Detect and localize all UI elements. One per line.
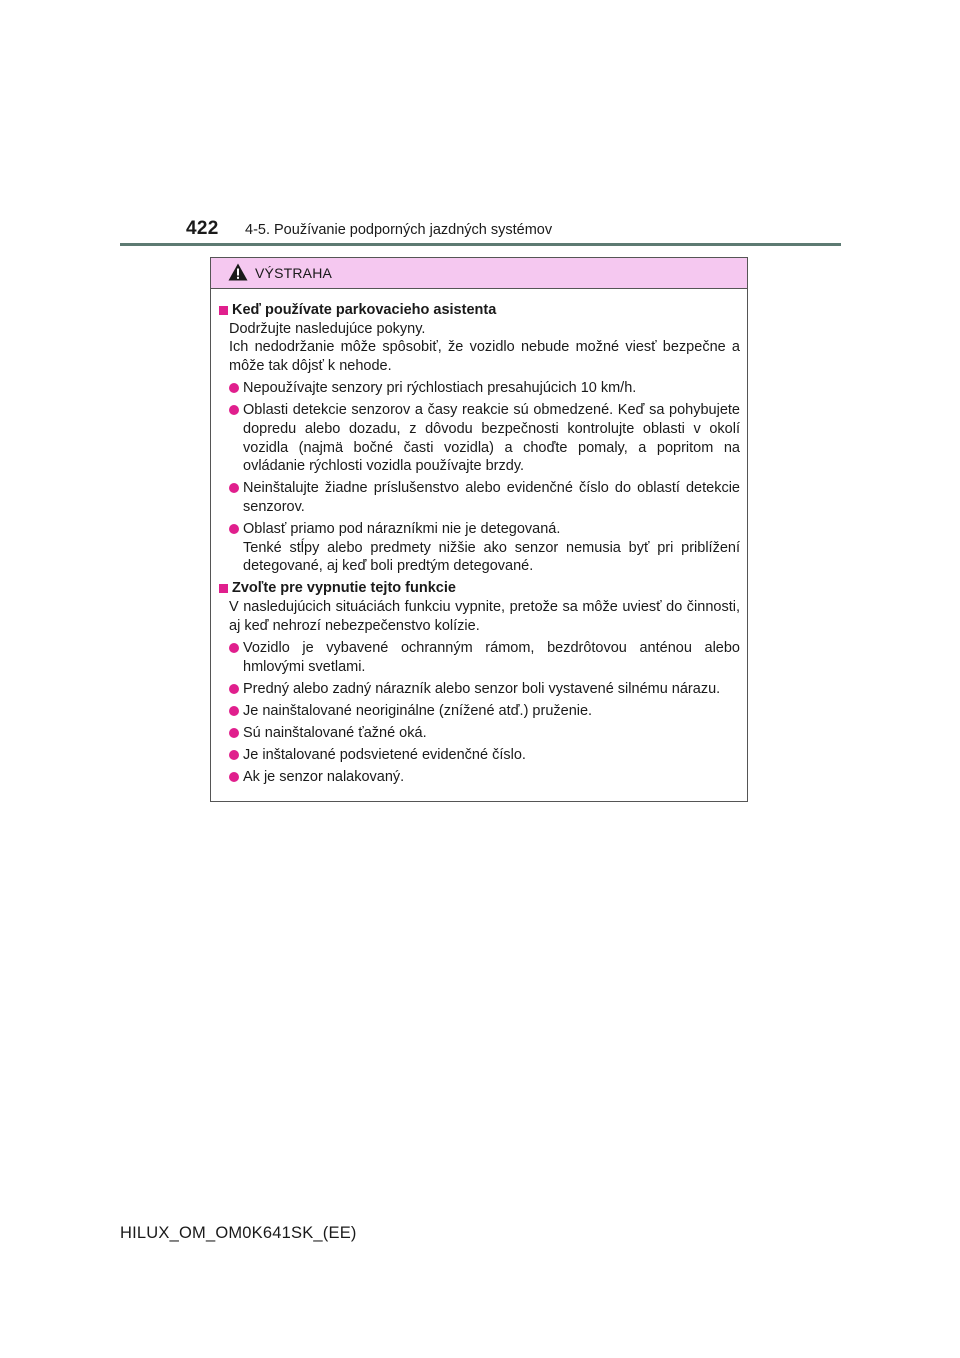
paragraph-line: Ich nedodržanie môže spôsobiť, že vozidlo nebude možné viesť bezpečne a môže tak dôjsť k nehode. bbox=[229, 339, 740, 374]
section-heading-text: Zvoľte pre vypnutie tejto funkcie bbox=[232, 580, 456, 597]
bullet-list bbox=[219, 379, 740, 575]
list-item-text: Ak je senzor nalakovaný. bbox=[243, 769, 405, 786]
list-item bbox=[219, 724, 740, 743]
list-item bbox=[219, 639, 740, 676]
list-item-text: Nepoužívajte senzory pri rýchlostiach presahujúcich 10 km/h. bbox=[243, 380, 637, 397]
warning-body bbox=[211, 289, 747, 787]
list-item-text: Vozidlo je vybavené ochranným rámom, bezdrôtovou anténou alebo hmlovými svetlami. bbox=[243, 640, 740, 675]
section-heading bbox=[219, 301, 740, 320]
warning-triangle-icon bbox=[228, 263, 248, 281]
round-bullet-icon bbox=[229, 643, 239, 653]
square-bullet-icon bbox=[219, 306, 228, 315]
list-item-text: Tenké stĺpy alebo predmety nižšie ako senzor nemusia byť pri priblížení detegované, aj keď boli predtým detegované. bbox=[243, 539, 740, 575]
paragraph-line: V nasledujúcich situáciách funkciu vypnite, pretože sa môže uviesť do činnosti, aj keď nehrozí nebezpečenstvo kolízie. bbox=[229, 598, 740, 634]
footer-doc-code: HILUX_OM_OM0K641SK_(EE) bbox=[120, 1224, 357, 1242]
list-item bbox=[219, 520, 740, 576]
list-item-text: Oblasť priamo pod nárazníkmi nie je detegovaná. bbox=[243, 521, 561, 538]
round-bullet-icon bbox=[229, 383, 239, 393]
square-bullet-icon bbox=[219, 584, 228, 593]
round-bullet-icon bbox=[229, 405, 239, 415]
list-item bbox=[219, 401, 740, 475]
bullet-list bbox=[219, 639, 740, 787]
round-bullet-icon bbox=[229, 684, 239, 694]
round-bullet-icon bbox=[229, 483, 239, 493]
list-item bbox=[219, 379, 740, 398]
section-heading bbox=[219, 579, 740, 598]
list-item-text: Predný alebo zadný nárazník alebo senzor boli vystavené silnému nárazu. bbox=[243, 680, 721, 697]
section-title: 4-5. Používanie podporných jazdných systémov bbox=[245, 222, 553, 238]
warning-title: VÝSTRAHA bbox=[255, 265, 333, 281]
list-item-text: Je nainštalované neoriginálne (znížené atď.) pruženie. bbox=[243, 702, 593, 719]
round-bullet-icon bbox=[229, 772, 239, 782]
list-item bbox=[219, 746, 740, 765]
list-item-text: Je inštalované podsvietené evidenčné číslo. bbox=[243, 747, 526, 764]
list-item bbox=[219, 680, 740, 699]
paragraph-line: Dodržujte nasledujúce pokyny. bbox=[229, 320, 426, 337]
list-item-text: Oblasti detekcie senzorov a časy reakcie sú obmedzené. Keď sa pohybujete dopredu alebo dozadu, z dôvodu bezpečnosti kontrolujte oblasti v okolí vozidla (najmä bočné časti vozidla) a choďte pomaly, a popritom na ovládanie rýchlosti vozidla používajte brzdy. bbox=[243, 402, 740, 475]
section-paragraph bbox=[219, 320, 740, 376]
round-bullet-icon bbox=[229, 728, 239, 738]
list-item-text: Sú nainštalované ťažné oká. bbox=[243, 724, 427, 741]
page-number: 422 bbox=[186, 218, 219, 239]
warning-box bbox=[210, 257, 748, 802]
round-bullet-icon bbox=[229, 706, 239, 716]
round-bullet-icon bbox=[229, 524, 239, 534]
round-bullet-icon bbox=[229, 750, 239, 760]
list-item bbox=[219, 768, 740, 787]
list-item bbox=[219, 702, 740, 721]
list-item bbox=[219, 479, 740, 516]
warning-header bbox=[211, 258, 747, 289]
header-rule bbox=[120, 243, 841, 246]
list-item-text: Neinštalujte žiadne príslušenstvo alebo evidenčné číslo do oblastí detekcie senzorov. bbox=[243, 480, 740, 515]
section-paragraph bbox=[219, 598, 740, 635]
section-heading-text: Keď používate parkovacieho asistenta bbox=[232, 302, 497, 318]
